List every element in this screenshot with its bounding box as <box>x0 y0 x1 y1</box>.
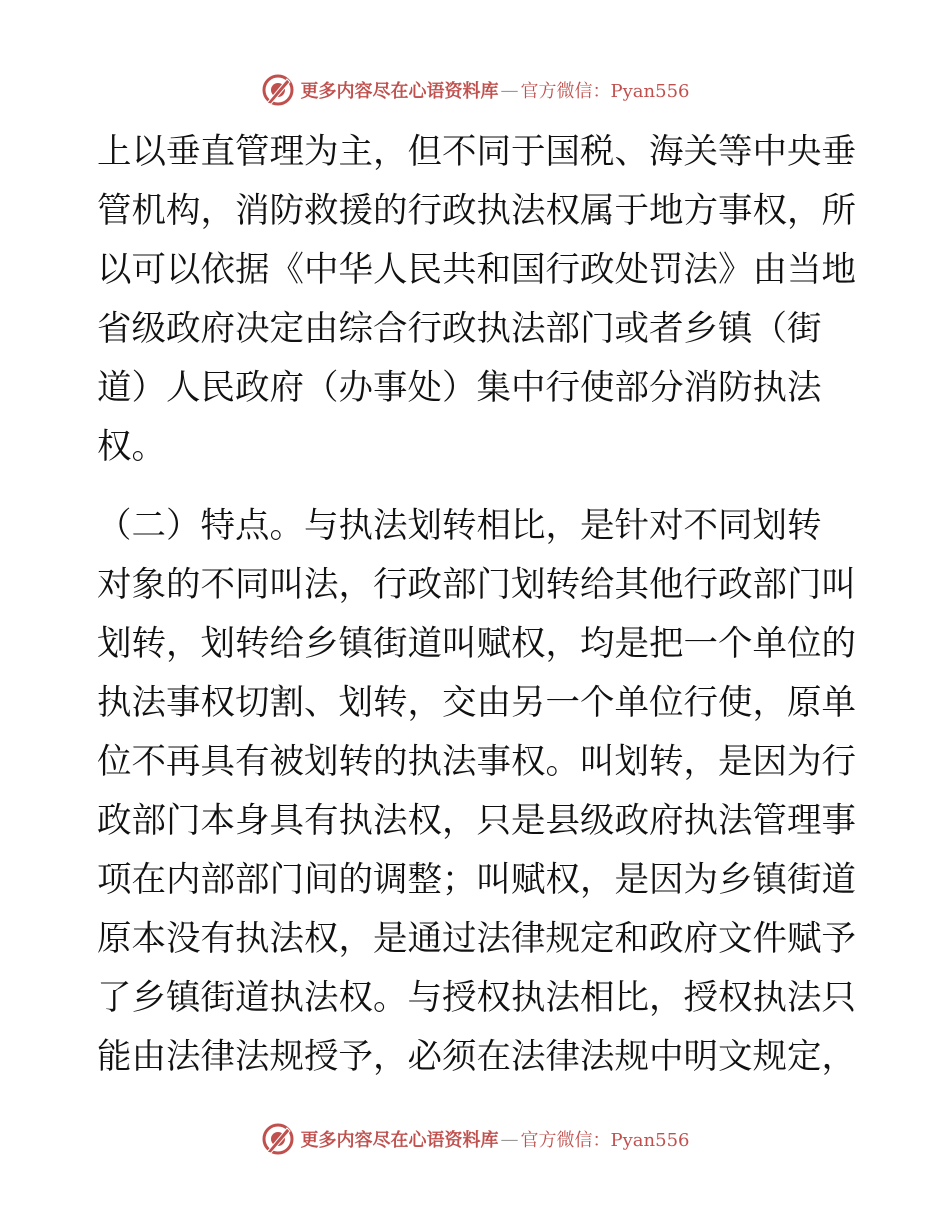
watermark-separator: — <box>500 79 519 101</box>
text-line: 以可以依据《中华人民共和国行政处罚法》由当地 <box>97 250 856 290</box>
text-line: 位不再具有被划转的执法事权。叫划转，是因为行 <box>97 742 856 782</box>
text-line: 省级政府决定由综合行政执法部门或者乡镇（街 <box>97 309 822 349</box>
text-line: 对象的不同叫法，行政部门划转给其他行政部门叫 <box>97 565 856 605</box>
text-line: 原本没有执法权，是通过法律规定和政府文件赋予 <box>97 919 856 959</box>
text-line: 划转，划转给乡镇街道叫赋权，均是把一个单位的 <box>97 624 856 664</box>
watermark-wechat-text: 官方微信：Pyan556 <box>520 1130 690 1151</box>
paragraph-2 <box>97 497 856 1087</box>
quill-seal-icon <box>261 73 295 107</box>
text-line: 上以垂直管理为主，但不同于国税、海关等中央垂 <box>97 132 856 172</box>
paragraph-1 <box>97 123 856 477</box>
watermark-separator: — <box>500 1128 519 1150</box>
footer-watermark <box>0 1119 950 1159</box>
text-line: 政部门本身具有执法权，只是县级政府执法管理事 <box>97 801 856 841</box>
text-line: 项在内部部门间的调整；叫赋权，是因为乡镇街道 <box>97 860 856 900</box>
text-line: 能由法律法规授予，必须在法律法规中明文规定， <box>97 1037 856 1077</box>
text-line: 了乡镇街道执法权。与授权执法相比，授权执法只 <box>97 978 856 1018</box>
watermark-wechat-text: 官方微信：Pyan556 <box>520 81 690 102</box>
quill-seal-icon <box>261 1122 295 1156</box>
text-line: 管机构，消防救援的行政执法权属于地方事权，所 <box>97 191 856 231</box>
text-line: 道）人民政府（办事处）集中行使部分消防执法 <box>97 368 822 408</box>
header-watermark <box>0 70 950 110</box>
text-line: 执法事权切割、划转，交由另一个单位行使，原单 <box>97 683 856 723</box>
watermark-main-text: 更多内容尽在心语资料库 <box>300 1130 499 1151</box>
watermark-main-text: 更多内容尽在心语资料库 <box>300 81 499 102</box>
text-line: （二）特点。与执法划转相比，是针对不同划转 <box>97 506 822 546</box>
document-body <box>97 123 856 1087</box>
text-line: 权。 <box>97 427 166 467</box>
paragraph-gap <box>97 477 853 497</box>
